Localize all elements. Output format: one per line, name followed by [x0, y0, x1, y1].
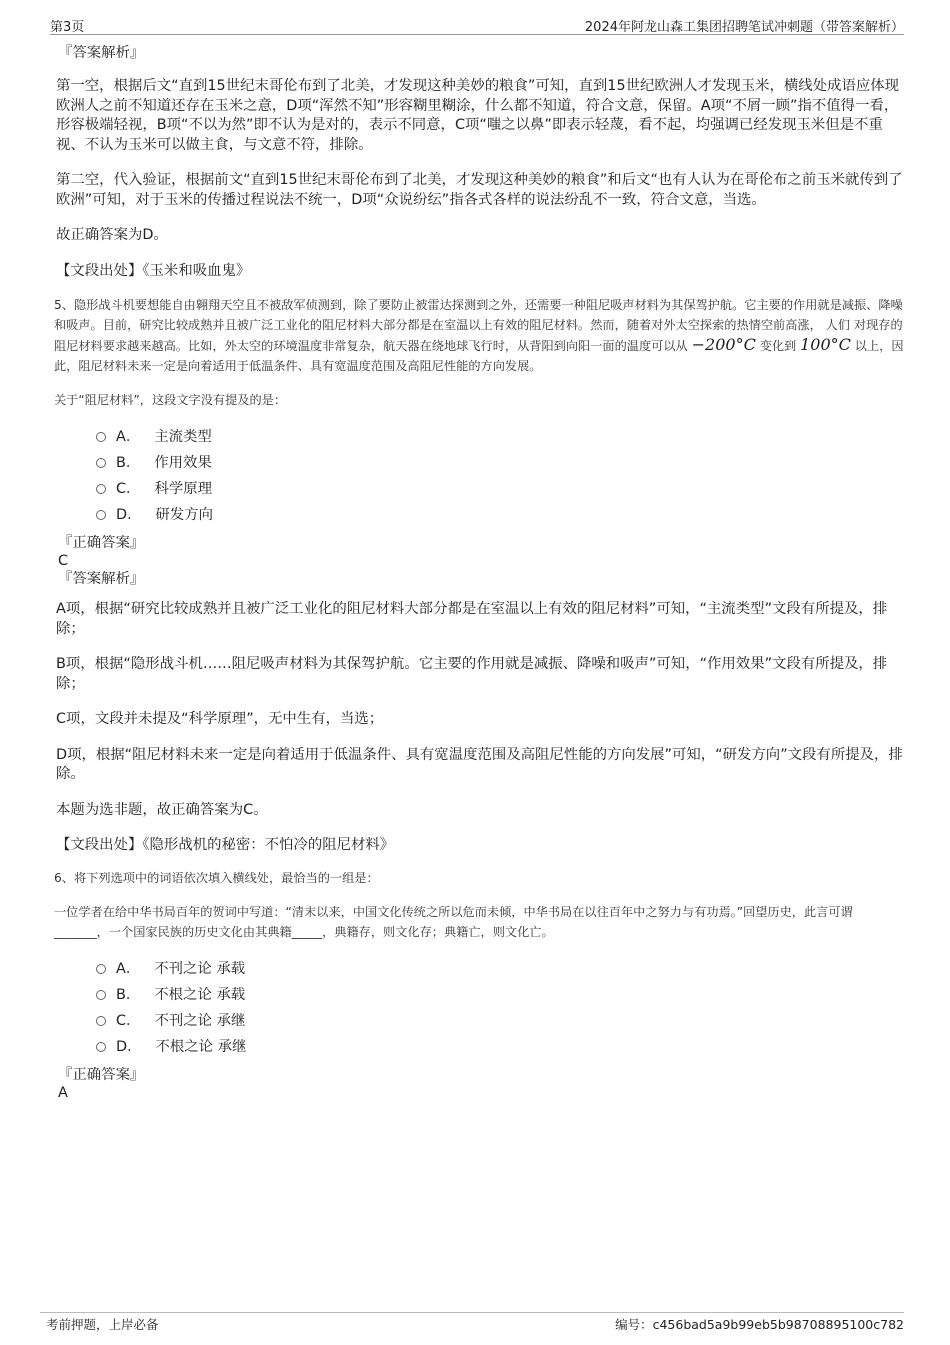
option-a[interactable]: [96, 424, 904, 450]
page-header: [50, 14, 904, 35]
radio-icon[interactable]: [96, 484, 106, 494]
option-letter: D．: [116, 507, 142, 523]
question-stem: 6、将下列选项中的词语依次填入横线处，最恰当的一组是：: [54, 870, 379, 885]
options-list: [56, 956, 904, 1060]
option-c[interactable]: [96, 1008, 904, 1034]
option-text: 不根之论 承继: [155, 1038, 247, 1055]
analysis-conclusion: 本题为选非题，故正确答案为C。: [56, 801, 268, 818]
page-footer: [40, 1312, 904, 1332]
correct-answer: C: [58, 553, 69, 569]
option-letter: C．: [116, 1012, 141, 1029]
correct-answer-heading: 『正确答案』: [58, 535, 145, 551]
option-letter: B．: [116, 455, 141, 471]
option-c[interactable]: [96, 476, 904, 502]
option-text: 科学原理: [154, 481, 213, 497]
math-temperature-low: −200°C: [691, 335, 756, 354]
radio-icon[interactable]: [96, 1042, 106, 1052]
option-b[interactable]: [96, 982, 904, 1008]
analysis-paragraph: 第二空，代入验证，根据前文“直到15世纪末哥伦布到了北美，才发现这种美妙的粮食”和后文“也有人认为在哥伦布之前玉米就传到了欧洲”可知，对于玉米的传播过程说法不统一，D项“众说纷纭”指各式各样的说法纷乱不一致，符合文意，当选。: [56, 172, 903, 208]
option-text: 不刊之论 承继: [154, 1012, 246, 1029]
source-citation: 【文段出处】《玉米和吸血鬼》: [56, 262, 251, 279]
question-text: 5、隐形战斗机要想能自由翱翔天空且不被敌军侦测到，除了要防止被雷达探测到之外，还需要一种阻尼吸声材料为其保驾护航。它主要的作用就是减振、降噪和吸声。目前，研究比较成熟并且被广泛工业化的阻尼材料大部分都是在室温以上有效的阻尼材料。然而，随着对外太空探索的热情空前高涨， 人们 对现存的阻尼材料要求越来越高。比如，外太空的环境温度非常复杂，航天器在绕地球飞行时，从背阳到向阳一面的温度可以从: [54, 298, 903, 353]
option-text: 主流类型: [154, 429, 212, 445]
source-citation: 【文段出处】《隐形战机的秘密：不怕冷的阻尼材料》: [56, 837, 395, 853]
correct-answer-heading: 『正确答案』: [58, 1066, 145, 1083]
question-prompt: 关于“阻尼材料”，这段文字没有提及的是：: [54, 393, 287, 407]
option-letter: A．: [116, 960, 141, 977]
analysis-paragraph: D项，根据“阻尼材料未来一定是向着适用于低温条件、具有宽温度范围及高阻尼性能的方向发展”可知，“研发方向”文段有所提及，排除。: [56, 746, 903, 782]
analysis-paragraph: C项，文段并未提及“科学原理”，无中生有，当选；: [56, 711, 384, 727]
radio-icon[interactable]: [96, 510, 106, 520]
option-d[interactable]: [96, 502, 904, 528]
page-number: 第3页: [50, 20, 85, 35]
analysis-paragraph: A项，根据“研究比较成熟并且被广泛工业化的阻尼材料大部分都是在室温以上有效的阻尼材料”可知，“主流类型”文段有所提及，排除；: [56, 601, 888, 637]
options-list: [56, 424, 904, 528]
option-letter: C．: [116, 481, 141, 497]
option-b[interactable]: [96, 450, 904, 476]
option-letter: A．: [116, 429, 141, 445]
document-id: 编号：c456bad5a9b99eb5b98708895100c782: [615, 1317, 904, 1332]
page-content: [56, 44, 904, 1102]
radio-icon[interactable]: [96, 1016, 106, 1026]
option-d[interactable]: [96, 1034, 904, 1060]
question-text: 变化到: [759, 339, 797, 353]
analysis-conclusion: 故正确答案为D。: [56, 227, 168, 243]
option-letter: D．: [116, 1038, 142, 1055]
analysis-heading: 『答案解析』: [58, 571, 145, 587]
question-passage: 一位学者在给中华书局百年的贺词中写道：“清末以来，中国文化传统之所以危而未倾，中华书局在以往百年中之努力与有功焉。”回望历史，此言可谓_______，一个国家民族的历史文化由其典籍_____，典籍存，则文化存；典籍亡，则文化亡。: [54, 904, 853, 939]
option-text: 作用效果: [154, 455, 212, 471]
analysis-heading: 『答案解析』: [58, 45, 145, 61]
document-title: 2024年阿龙山森工集团招聘笔试冲刺题（带答案解析）: [584, 20, 904, 35]
radio-icon[interactable]: [96, 990, 106, 1000]
analysis-paragraph: 第一空，根据后文“直到15世纪末哥伦布到了北美，才发现这种美妙的粮食”可知，直到15世纪欧洲人才发现玉米，横线处成语应体现欧洲人之前不知道还存在玉米之意，D项“浑然不知”形容糊里糊涂，什么都不知道，符合文意，保留。A项“不屑一顾”指不值得一看，形容极端轻视，B项“不以为然”即不认为是对的，表示不同意，C项“嗤之以鼻”即表示轻蔑，看不起，均强调已经发现玉米但是不重视、不认为玉米可以做主食，与文意不符，排除。: [56, 78, 900, 153]
correct-answer: A: [58, 1084, 68, 1101]
question-stem: [54, 295, 904, 376]
analysis-paragraph: B项，根据“隐形战斗机……阻尼吸声材料为其保驾护航。它主要的作用就是减振、降噪和吸声”可知，“作用效果”文段有所提及，排除；: [56, 656, 888, 692]
option-text: 不刊之论 承载: [154, 960, 246, 977]
question-text: 以上，因此，阻尼材料未来一定是向着适用于低温条件、具有宽温度范围及高阻尼性能的方向发展。: [54, 339, 904, 373]
radio-icon[interactable]: [96, 964, 106, 974]
radio-icon[interactable]: [96, 458, 106, 468]
option-a[interactable]: [96, 956, 904, 982]
option-text: 研发方向: [155, 507, 214, 523]
option-text: 不根之论 承载: [154, 986, 246, 1003]
footer-slogan: 考前押题，上岸必备: [46, 1317, 159, 1332]
option-letter: B．: [116, 986, 141, 1003]
math-temperature-high: 100°C: [800, 335, 851, 354]
radio-icon[interactable]: [96, 432, 106, 442]
